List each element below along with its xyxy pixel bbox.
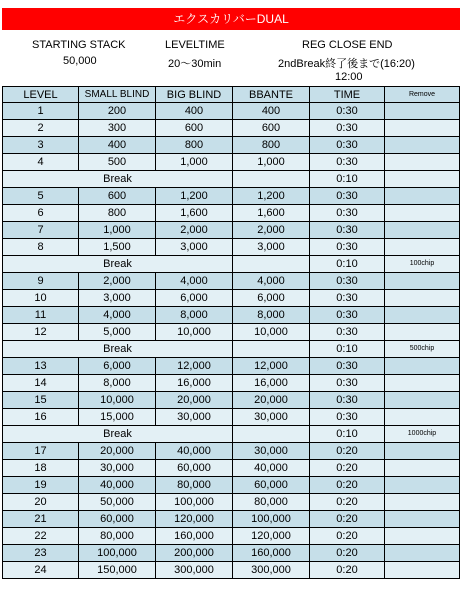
bbante-value: 1,600 (233, 205, 310, 222)
header-big-blind: BIG BLIND (156, 86, 233, 103)
small-blind-value: 3,000 (79, 290, 156, 307)
level-number: 22 (2, 528, 79, 545)
remove-value (385, 307, 460, 324)
break-remove: 100chip (385, 256, 460, 273)
header-level: LEVEL (2, 86, 79, 103)
time-value: 0:30 (310, 188, 385, 205)
level-row (2, 239, 460, 256)
break-row (2, 426, 460, 443)
remove-value (385, 528, 460, 545)
remove-value (385, 239, 460, 256)
reg-close-time: 12:00 (335, 71, 363, 83)
tournament-title: エクスカリバーDUAL (2, 8, 460, 30)
time-value: 0:20 (310, 528, 385, 545)
time-value: 0:20 (310, 494, 385, 511)
break-row (2, 171, 460, 188)
time-value: 0:30 (310, 120, 385, 137)
small-blind-value: 150,000 (79, 562, 156, 579)
bbante-value: 6,000 (233, 290, 310, 307)
level-number: 8 (2, 239, 79, 256)
bbante-value: 20,000 (233, 392, 310, 409)
big-blind-value: 10,000 (156, 324, 233, 341)
time-value: 0:30 (310, 307, 385, 324)
remove-value (385, 137, 460, 154)
tournament-info (2, 30, 460, 86)
break-empty-cell (233, 256, 310, 273)
big-blind-value: 20,000 (156, 392, 233, 409)
bbante-value: 30,000 (233, 443, 310, 460)
remove-value (385, 562, 460, 579)
break-row (2, 341, 460, 358)
big-blind-value: 1,000 (156, 154, 233, 171)
level-number: 11 (2, 307, 79, 324)
level-row (2, 409, 460, 426)
small-blind-value: 500 (79, 154, 156, 171)
break-empty-cell (233, 171, 310, 188)
level-row (2, 358, 460, 375)
bbante-value: 40,000 (233, 460, 310, 477)
bbante-value: 4,000 (233, 273, 310, 290)
small-blind-value: 20,000 (79, 443, 156, 460)
level-number: 6 (2, 205, 79, 222)
time-value: 0:30 (310, 222, 385, 239)
big-blind-value: 6,000 (156, 290, 233, 307)
big-blind-value: 1,600 (156, 205, 233, 222)
time-value: 0:30 (310, 154, 385, 171)
remove-value (385, 290, 460, 307)
small-blind-value: 2,000 (79, 273, 156, 290)
reg-close-detail: 2ndBreak終了後まで(16:20) (278, 58, 415, 70)
time-value: 0:20 (310, 477, 385, 494)
level-row (2, 392, 460, 409)
remove-value (385, 477, 460, 494)
level-number: 4 (2, 154, 79, 171)
level-number: 2 (2, 120, 79, 137)
level-number: 1 (2, 103, 79, 120)
small-blind-value: 100,000 (79, 545, 156, 562)
break-remove: 500chip (385, 341, 460, 358)
level-row (2, 375, 460, 392)
level-number: 13 (2, 358, 79, 375)
break-time: 0:10 (310, 341, 385, 358)
time-value: 0:20 (310, 511, 385, 528)
big-blind-value: 4,000 (156, 273, 233, 290)
time-value: 0:20 (310, 443, 385, 460)
level-row (2, 511, 460, 528)
bbante-value: 60,000 (233, 477, 310, 494)
remove-value (385, 154, 460, 171)
time-value: 0:30 (310, 375, 385, 392)
big-blind-value: 8,000 (156, 307, 233, 324)
small-blind-value: 40,000 (79, 477, 156, 494)
level-row (2, 562, 460, 579)
small-blind-value: 8,000 (79, 375, 156, 392)
level-number: 9 (2, 273, 79, 290)
break-label: Break (2, 171, 233, 188)
small-blind-value: 10,000 (79, 392, 156, 409)
remove-value (385, 545, 460, 562)
bbante-value: 300,000 (233, 562, 310, 579)
big-blind-value: 40,000 (156, 443, 233, 460)
small-blind-value: 30,000 (79, 460, 156, 477)
level-number: 20 (2, 494, 79, 511)
level-number: 5 (2, 188, 79, 205)
big-blind-value: 600 (156, 120, 233, 137)
time-value: 0:30 (310, 103, 385, 120)
bbante-value: 600 (233, 120, 310, 137)
reg-close-label: REG CLOSE END (302, 39, 393, 51)
break-time: 0:10 (310, 171, 385, 188)
blind-structure-sheet (2, 8, 460, 579)
remove-value (385, 120, 460, 137)
break-label: Break (2, 341, 233, 358)
level-row (2, 273, 460, 290)
remove-value (385, 103, 460, 120)
level-number: 16 (2, 409, 79, 426)
level-row (2, 545, 460, 562)
level-number: 19 (2, 477, 79, 494)
small-blind-value: 300 (79, 120, 156, 137)
small-blind-value: 600 (79, 188, 156, 205)
time-value: 0:30 (310, 273, 385, 290)
level-row (2, 460, 460, 477)
level-number: 21 (2, 511, 79, 528)
remove-value (385, 494, 460, 511)
level-row (2, 528, 460, 545)
level-row (2, 307, 460, 324)
remove-value (385, 443, 460, 460)
remove-value (385, 460, 460, 477)
level-row (2, 494, 460, 511)
bbante-value: 800 (233, 137, 310, 154)
time-value: 0:20 (310, 545, 385, 562)
break-time: 0:10 (310, 256, 385, 273)
bbante-value: 80,000 (233, 494, 310, 511)
remove-value (385, 324, 460, 341)
level-number: 3 (2, 137, 79, 154)
level-row (2, 222, 460, 239)
time-value: 0:20 (310, 562, 385, 579)
big-blind-value: 800 (156, 137, 233, 154)
bbante-value: 8,000 (233, 307, 310, 324)
level-row (2, 103, 460, 120)
small-blind-value: 4,000 (79, 307, 156, 324)
header-time: TIME (310, 86, 385, 103)
bbante-value: 100,000 (233, 511, 310, 528)
time-value: 0:30 (310, 358, 385, 375)
remove-value (385, 273, 460, 290)
big-blind-value: 80,000 (156, 477, 233, 494)
level-row (2, 443, 460, 460)
bbante-value: 1,200 (233, 188, 310, 205)
time-value: 0:30 (310, 324, 385, 341)
level-number: 18 (2, 460, 79, 477)
level-number: 10 (2, 290, 79, 307)
small-blind-value: 1,500 (79, 239, 156, 256)
leveltime-label: LEVELTIME (165, 39, 225, 51)
level-row (2, 154, 460, 171)
big-blind-value: 200,000 (156, 545, 233, 562)
level-number: 17 (2, 443, 79, 460)
header-bbante: BBANTE (233, 86, 310, 103)
bbante-value: 400 (233, 103, 310, 120)
break-time: 0:10 (310, 426, 385, 443)
time-value: 0:20 (310, 460, 385, 477)
remove-value (385, 392, 460, 409)
break-remove (385, 171, 460, 188)
bbante-value: 1,000 (233, 154, 310, 171)
bbante-value: 10,000 (233, 324, 310, 341)
big-blind-value: 400 (156, 103, 233, 120)
break-label: Break (2, 256, 233, 273)
time-value: 0:30 (310, 392, 385, 409)
big-blind-value: 100,000 (156, 494, 233, 511)
remove-value (385, 188, 460, 205)
time-value: 0:30 (310, 409, 385, 426)
level-number: 15 (2, 392, 79, 409)
small-blind-value: 800 (79, 205, 156, 222)
bbante-value: 12,000 (233, 358, 310, 375)
big-blind-value: 120,000 (156, 511, 233, 528)
small-blind-value: 6,000 (79, 358, 156, 375)
big-blind-value: 160,000 (156, 528, 233, 545)
level-number: 23 (2, 545, 79, 562)
level-row (2, 290, 460, 307)
level-number: 7 (2, 222, 79, 239)
big-blind-value: 3,000 (156, 239, 233, 256)
level-number: 14 (2, 375, 79, 392)
level-row (2, 205, 460, 222)
big-blind-value: 16,000 (156, 375, 233, 392)
small-blind-value: 5,000 (79, 324, 156, 341)
break-row (2, 256, 460, 273)
starting-stack-label: STARTING STACK (32, 39, 126, 51)
small-blind-value: 15,000 (79, 409, 156, 426)
bbante-value: 120,000 (233, 528, 310, 545)
level-number: 24 (2, 562, 79, 579)
time-value: 0:30 (310, 205, 385, 222)
level-row (2, 477, 460, 494)
level-number: 12 (2, 324, 79, 341)
time-value: 0:30 (310, 137, 385, 154)
level-row (2, 137, 460, 154)
bbante-value: 2,000 (233, 222, 310, 239)
bbante-value: 3,000 (233, 239, 310, 256)
break-label: Break (2, 426, 233, 443)
remove-value (385, 222, 460, 239)
remove-value (385, 375, 460, 392)
break-empty-cell (233, 341, 310, 358)
time-value: 0:30 (310, 290, 385, 307)
level-row (2, 120, 460, 137)
big-blind-value: 30,000 (156, 409, 233, 426)
break-remove: 1000chip (385, 426, 460, 443)
small-blind-value: 1,000 (79, 222, 156, 239)
big-blind-value: 60,000 (156, 460, 233, 477)
time-value: 0:30 (310, 239, 385, 256)
remove-value (385, 409, 460, 426)
break-empty-cell (233, 426, 310, 443)
small-blind-value: 80,000 (79, 528, 156, 545)
header-small-blind: SMALL BLIND (79, 86, 156, 103)
small-blind-value: 60,000 (79, 511, 156, 528)
big-blind-value: 1,200 (156, 188, 233, 205)
small-blind-value: 400 (79, 137, 156, 154)
big-blind-value: 300,000 (156, 562, 233, 579)
big-blind-value: 2,000 (156, 222, 233, 239)
remove-value (385, 358, 460, 375)
blind-table-body (2, 103, 460, 579)
header-remove: Remove (385, 86, 460, 103)
bbante-value: 16,000 (233, 375, 310, 392)
level-row (2, 324, 460, 341)
bbante-value: 30,000 (233, 409, 310, 426)
table-header (2, 86, 460, 103)
small-blind-value: 200 (79, 103, 156, 120)
bbante-value: 160,000 (233, 545, 310, 562)
starting-stack-value: 50,000 (63, 55, 97, 67)
leveltime-value: 20〜30min (168, 58, 222, 70)
small-blind-value: 50,000 (79, 494, 156, 511)
remove-value (385, 511, 460, 528)
level-row (2, 188, 460, 205)
remove-value (385, 205, 460, 222)
big-blind-value: 12,000 (156, 358, 233, 375)
